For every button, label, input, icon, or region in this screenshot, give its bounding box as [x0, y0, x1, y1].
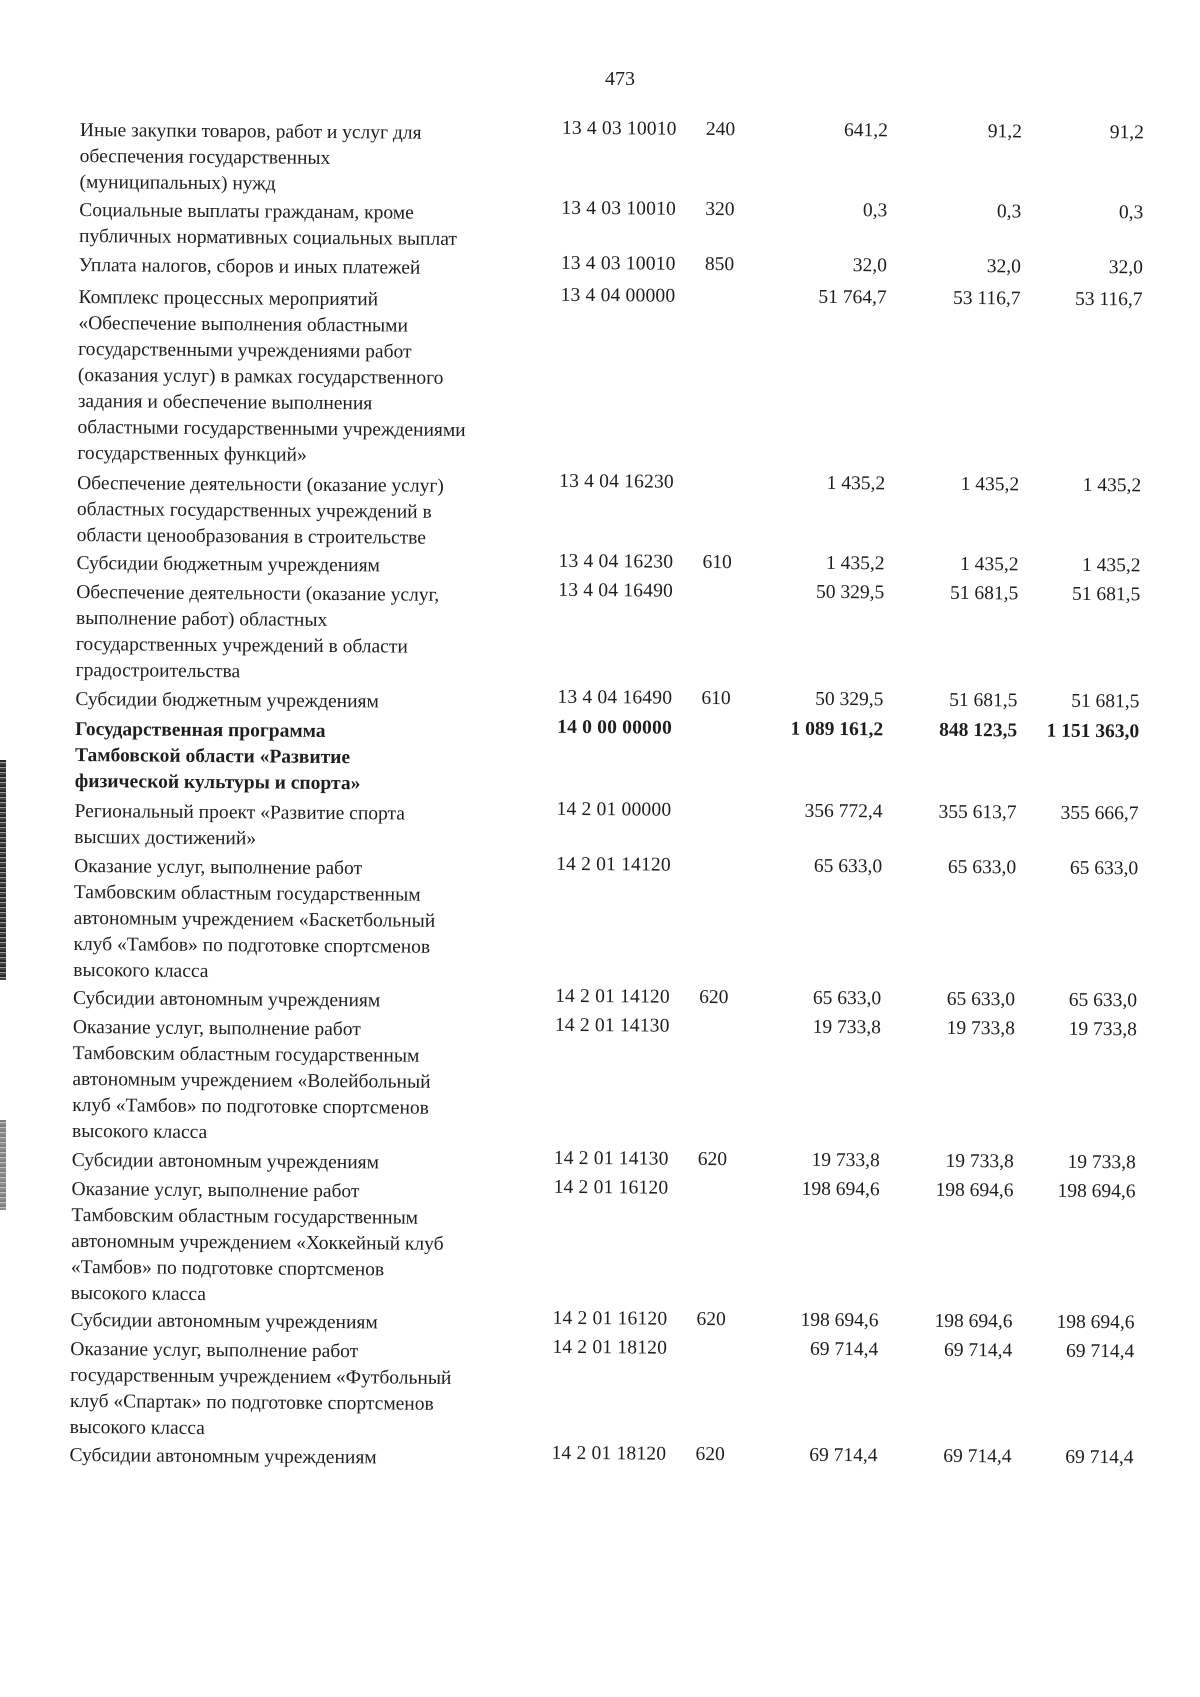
row-value-year1: 50 329,5 — [815, 581, 885, 604]
row-value-year2: 51 681,5 — [949, 582, 1019, 605]
row-value-year2: 53 116,7 — [952, 287, 1021, 310]
table-row — [0, 1336, 1190, 1451]
row-value-year1: 50 329,5 — [815, 688, 884, 711]
row-value-year1: 0,3 — [862, 200, 888, 222]
row-name: Региональный проект «Развитие спорта высших достижений» — [74, 800, 406, 850]
row-code: 14 2 01 14130 — [554, 1014, 670, 1037]
row-value-year2: 69 714,4 — [943, 1445, 1012, 1468]
row-name: Оказание услуг, выполнение работ Тамбовским областным государственным автономным учреждением «Хоккейный клуб «Тамбов» по подготовке спортсменов высокого класса — [70, 1178, 444, 1306]
row-value-year2: 355 613,7 — [938, 801, 1017, 824]
row-value-year1: 65 633,0 — [813, 855, 883, 878]
row-expense-type: 320 — [705, 198, 735, 221]
row-value-year3: 65 633,0 — [1069, 857, 1139, 880]
row-value-year2: 0,3 — [996, 201, 1022, 223]
row-code: 14 2 01 00000 — [556, 798, 672, 821]
row-value-year2: 198 694,6 — [934, 1310, 1013, 1333]
row-value-year3: 19 733,8 — [1067, 1151, 1136, 1174]
row-name: Уплата налогов, сборов и иных платежей — [78, 254, 421, 279]
row-name: Комплекс процессных мероприятий «Обеспечение выполнения областными государственными учреждениями работ (оказания услуг) в рамках государственного задания и обеспечение выполнения областными государственными учреждениями государственных функций» — [77, 286, 466, 466]
row-name: Оказание услуг, выполнение работ Тамбовским областным государственным автономным учреждением «Волейбольный клуб «Тамбов» по подготовке спортсменов высокого класса — [71, 1016, 431, 1144]
row-value-year3: 51 681,5 — [1071, 690, 1140, 713]
row-value-year2: 1 435,2 — [959, 553, 1019, 576]
row-value-year3: 32,0 — [1108, 257, 1143, 279]
row-value-year3: 91,2 — [1109, 122, 1144, 144]
row-name: Обеспечение деятельности (оказание услуг, выполнение работ) областных государственных учреждений в области градостроительства — [75, 581, 440, 683]
row-name: Государственная программа Тамбовской области «Развитие физической культуры и спорта» — [74, 718, 361, 795]
row-value-year2: 65 633,0 — [947, 856, 1017, 879]
row-code: 13 4 03 10010 — [560, 252, 676, 275]
row-value-year3: 0,3 — [1118, 202, 1144, 224]
row-value-year2: 51 681,5 — [949, 689, 1018, 712]
row-expense-type: 240 — [705, 118, 736, 141]
row-value-year3: 1 435,2 — [1081, 554, 1141, 577]
row-value-year2: 65 633,0 — [946, 988, 1016, 1011]
row-code: 13 4 04 16490 — [557, 686, 673, 709]
row-value-year1: 19 733,8 — [812, 1016, 881, 1039]
row-name: Субсидии автономным учреждениям — [73, 987, 381, 1012]
row-name: Иные закупки товаров, работ и услуг для обеспечения государственных (муниципальных) нужд — [79, 119, 422, 195]
row-code: 14 2 01 18120 — [552, 1336, 668, 1359]
row-code: 14 2 01 14120 — [556, 853, 671, 876]
row-code: 13 4 04 16230 — [558, 550, 674, 573]
table-row — [0, 1014, 1193, 1156]
row-code: 14 2 01 18120 — [551, 1442, 667, 1465]
row-name: Субсидии бюджетным учреждениям — [76, 552, 381, 577]
row-expense-type: 850 — [704, 253, 735, 276]
row-value-year2: 19 733,8 — [945, 1150, 1014, 1173]
row-code: 14 2 01 16120 — [553, 1176, 669, 1199]
row-value-year3: 198 694,6 — [1057, 1180, 1136, 1203]
row-code: 14 0 00 00000 — [557, 716, 673, 739]
table-row — [0, 579, 1196, 695]
budget-table — [0, 117, 1200, 1480]
row-value-year2: 91,2 — [987, 121, 1023, 143]
row-value-year3: 53 116,7 — [1074, 288, 1143, 311]
row-expense-type: 620 — [697, 1148, 728, 1171]
row-value-year1: 32,0 — [852, 255, 887, 277]
row-name: Оказание услуг, выполнение работ государственным учреждением «Футбольный клуб «Спартак» по подготовке спортсменов высокого класса — [69, 1338, 452, 1440]
row-value-year1: 198 694,6 — [800, 1309, 879, 1332]
row-code: 13 4 04 16230 — [559, 470, 674, 493]
row-value-year1: 641,2 — [843, 120, 889, 142]
row-value-year3: 1 435,2 — [1082, 474, 1142, 497]
row-value-year3: 1 151 363,0 — [1046, 720, 1140, 743]
row-value-year2: 32,0 — [986, 256, 1021, 278]
row-name: Субсидии автономным учреждениям — [70, 1309, 378, 1334]
row-value-year3: 69 714,4 — [1065, 1446, 1134, 1469]
row-expense-type: 620 — [695, 1443, 725, 1466]
row-value-year2: 848 123,5 — [939, 719, 1018, 742]
row-name: Субсидии автономным учреждениям — [71, 1149, 380, 1174]
row-code: 13 4 04 16490 — [558, 579, 674, 602]
row-value-year2: 69 714,4 — [944, 1339, 1013, 1362]
row-value-year3: 65 633,0 — [1068, 989, 1138, 1012]
row-value-year1: 51 764,7 — [818, 286, 887, 309]
table-row — [0, 1176, 1192, 1316]
row-expense-type: 620 — [696, 1308, 726, 1331]
row-code: 14 2 01 16120 — [552, 1307, 668, 1330]
row-value-year3: 51 681,5 — [1071, 583, 1141, 606]
row-value-year1: 69 714,4 — [810, 1338, 879, 1361]
row-value-year2: 19 733,8 — [946, 1017, 1015, 1040]
row-value-year1: 356 772,4 — [804, 800, 883, 823]
row-value-year3: 69 714,4 — [1066, 1340, 1135, 1363]
row-expense-type: 610 — [702, 551, 732, 574]
row-value-year3: 355 666,7 — [1060, 802, 1139, 825]
row-code: 14 2 01 14120 — [555, 985, 670, 1008]
row-value-year1: 19 733,8 — [811, 1149, 880, 1172]
page-number: 473 — [605, 68, 635, 90]
row-value-year3: 19 733,8 — [1068, 1018, 1137, 1041]
row-value-year1: 1 089 161,2 — [790, 718, 884, 741]
row-name: Оказание услуг, выполнение работ Тамбовским областным государственным автономным учреждением «Баскетбольный клуб «Тамбов» по подготовке спортсменов высокого класса — [73, 855, 436, 983]
row-code: 13 4 03 10010 — [561, 197, 677, 220]
row-value-year3: 198 694,6 — [1056, 1311, 1135, 1334]
row-name: Социальные выплаты гражданам, кроме публичных нормативных социальных выплат — [78, 199, 458, 250]
table-row — [0, 853, 1194, 994]
row-name: Субсидии бюджетным учреждениям — [75, 688, 379, 713]
row-code: 13 4 03 10010 — [561, 117, 677, 140]
row-value-year1: 1 435,2 — [825, 552, 885, 575]
table-row — [0, 284, 1199, 479]
row-name: Обеспечение деятельности (оказание услуг) областных государственных учреждений в области ценообразования в строительстве — [76, 472, 444, 549]
row-value-year2: 198 694,6 — [935, 1179, 1014, 1202]
row-value-year1: 198 694,6 — [801, 1178, 880, 1201]
row-code: 14 2 01 14130 — [553, 1147, 669, 1170]
table-row — [0, 1442, 1190, 1480]
row-value-year2: 1 435,2 — [960, 473, 1020, 496]
row-value-year1: 65 633,0 — [812, 987, 882, 1010]
row-value-year1: 1 435,2 — [826, 472, 886, 495]
row-name: Субсидии автономным учреждениям — [69, 1444, 377, 1469]
row-code: 13 4 04 00000 — [560, 284, 676, 307]
row-value-year1: 69 714,4 — [809, 1444, 878, 1467]
row-expense-type: 610 — [701, 687, 731, 710]
row-expense-type: 620 — [699, 986, 729, 1009]
